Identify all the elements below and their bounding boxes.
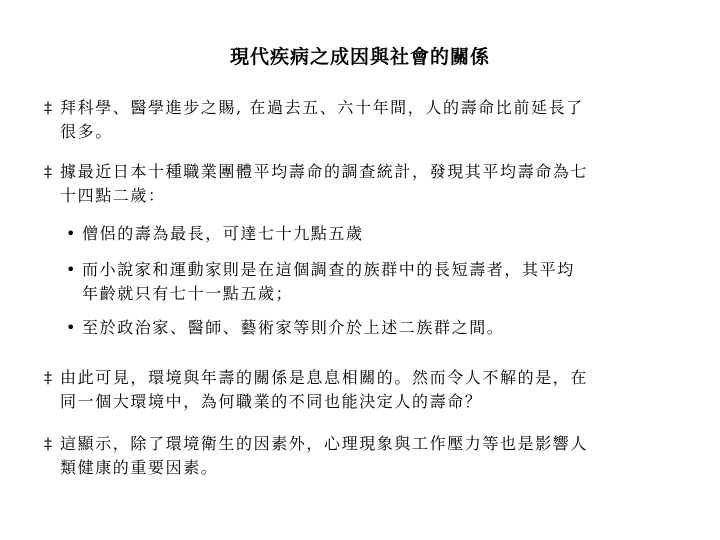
paragraph-line: 這顯示，除了環境衛生的因素外，心理現象與工作壓力等也是影響人: [60, 434, 589, 453]
paragraph-1: [44, 96, 674, 144]
bullet-marker: ‡: [44, 368, 54, 387]
paragraph-line: 很多。: [60, 122, 113, 141]
sub-item-line: 年齡就只有七十一點五歲；: [82, 284, 294, 303]
sub-item-1: [66, 222, 666, 246]
paragraph-line: 十四點二歲：: [60, 186, 166, 205]
paragraph-line: 類健康的重要因素。: [60, 458, 219, 477]
paragraph-line: 由此可見，環境與年壽的關係是息息相關的。然而令人不解的是，在: [60, 368, 589, 387]
page-title: 現代疾病之成因與社會的關係: [229, 46, 490, 68]
paragraph-line: 拜科學、醫學進步之賜, 在過去五、六十年間，人的壽命比前延長了: [60, 98, 584, 117]
bullet-marker: ‡: [44, 434, 54, 453]
sub-item-line: 僧侶的壽為最長，可達七十九點五歲: [82, 224, 364, 243]
sub-bullet-dot: •: [66, 224, 78, 243]
sub-bullet-dot: •: [66, 260, 78, 279]
sub-item-3: [66, 316, 666, 340]
paragraph-3: [44, 366, 674, 414]
bullet-marker: ‡: [44, 162, 54, 181]
bullet-marker: ‡: [44, 98, 54, 117]
paragraph-4: [44, 432, 674, 480]
sub-bullet-dot: •: [66, 318, 78, 337]
paragraph-line: 據最近日本十種職業團體平均壽命的調查統計，發現其平均壽命為七: [60, 162, 589, 181]
paragraph-line: 同一個大環境中，為何職業的不同也能決定人的壽命？: [60, 392, 483, 411]
paragraph-2: [44, 160, 674, 208]
sub-item-line: 至於政治家、醫師、藝術家等則介於上述二族群之間。: [82, 318, 505, 337]
sub-item-2: [66, 258, 666, 306]
sub-item-line: 而小說家和運動家則是在這個調查的族群中的長短壽者，其平均: [82, 260, 575, 279]
